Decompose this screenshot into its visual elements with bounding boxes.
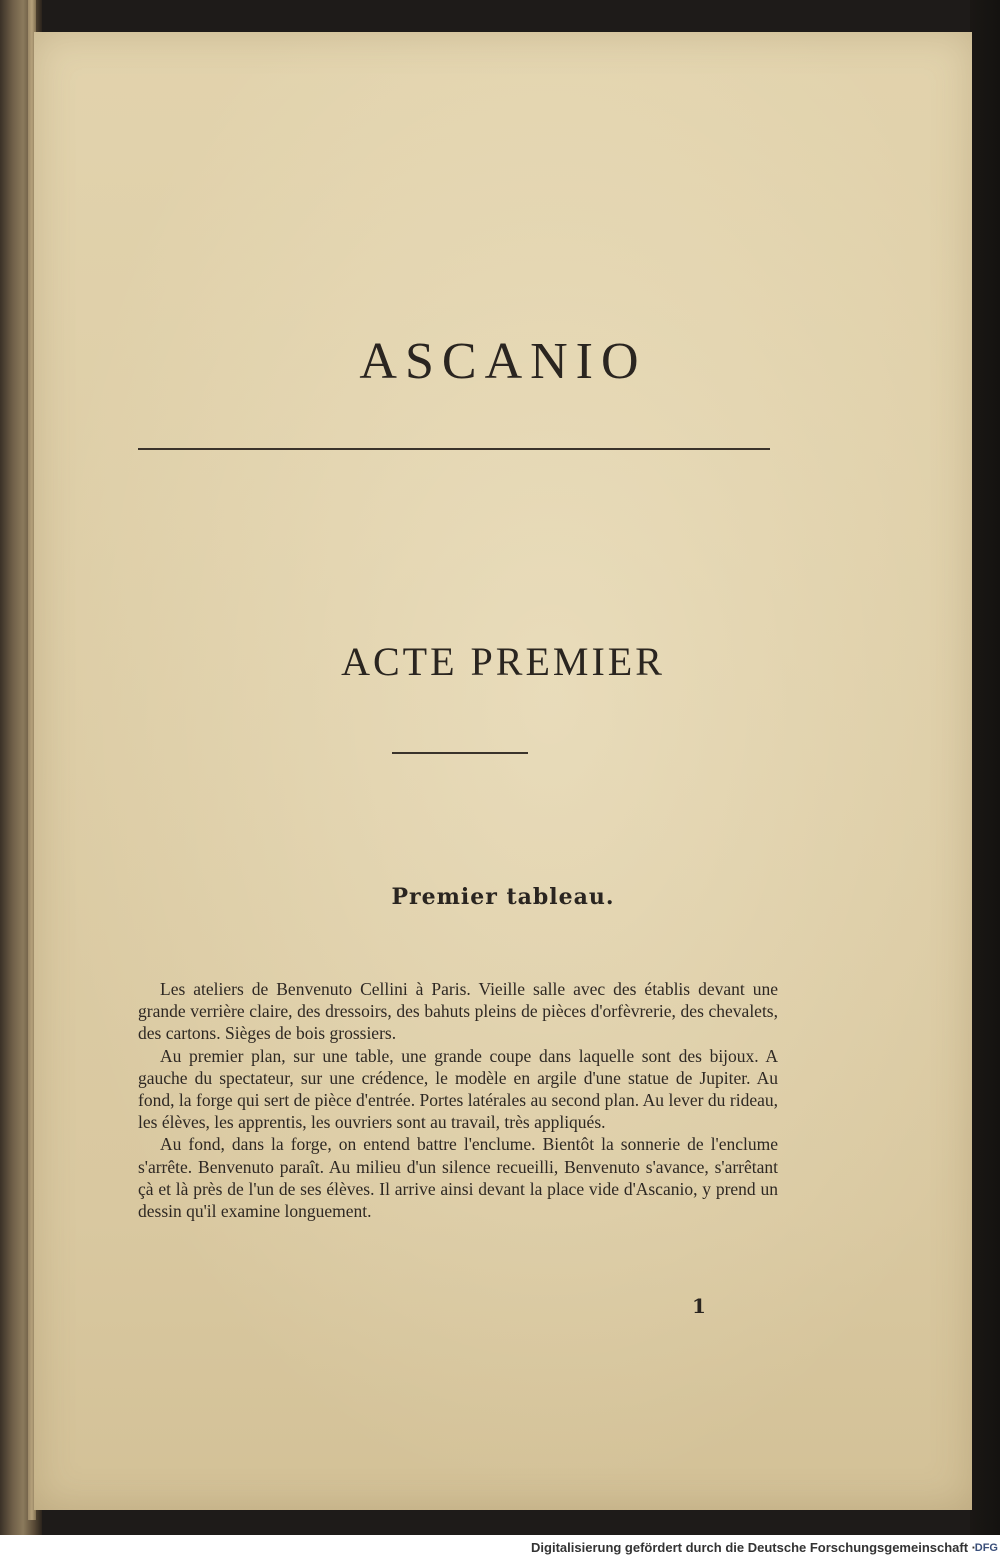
book-board-edge — [970, 0, 1000, 1540]
dfg-logo: DFG — [974, 1542, 998, 1554]
stage-paragraph: Les ateliers de Benvenuto Cellini à Paris. Vieille salle avec des établis devant une grande verrière claire, des dressoirs, des bahuts pleins de pièces d'orfèvrerie, des chevalets, des cartons. Sièges de bois grossiers. — [138, 979, 778, 1044]
page-number: 1 — [692, 1294, 706, 1318]
funding-credit: Digitalisierung gefördert durch die Deutsche Forschungsgemeinschaft · — [531, 1540, 976, 1555]
stage-paragraph: Au premier plan, sur une table, une grande coupe dans laquelle sont des bijoux. A gauche du spectateur, sur une crédence, le modèle en argile d'une statue de Jupiter. Au fond, la forge qui sert de pièce d'entrée. Portes latérales au second plan. Au lever du rideau, les élèves, les apprentis, les ouvriers sont au travail, très appliqués. — [138, 1045, 778, 1133]
title-rule — [138, 448, 770, 450]
digitization-footer — [0, 1535, 1000, 1559]
act-title: ACTE PREMIER — [341, 639, 665, 684]
act-rule — [392, 752, 528, 754]
book-title: ASCANIO — [359, 333, 647, 390]
stage-paragraph: Au fond, dans la forge, on entend battre l'enclume. Bientôt la sonnerie de l'enclume s'arrête. Benvenuto paraît. Au milieu d'un silence recueilli, Benvenuto s'avance, s'arrêtant çà et là près de l'un de ses élèves. Il arrive ainsi devant la place vide d'Ascanio, y prend un dessin qu'il examine longuement. — [138, 1134, 778, 1222]
book-page — [34, 32, 972, 1510]
stage-directions — [138, 978, 778, 1222]
tableau-title: Premier tableau. — [391, 884, 615, 910]
